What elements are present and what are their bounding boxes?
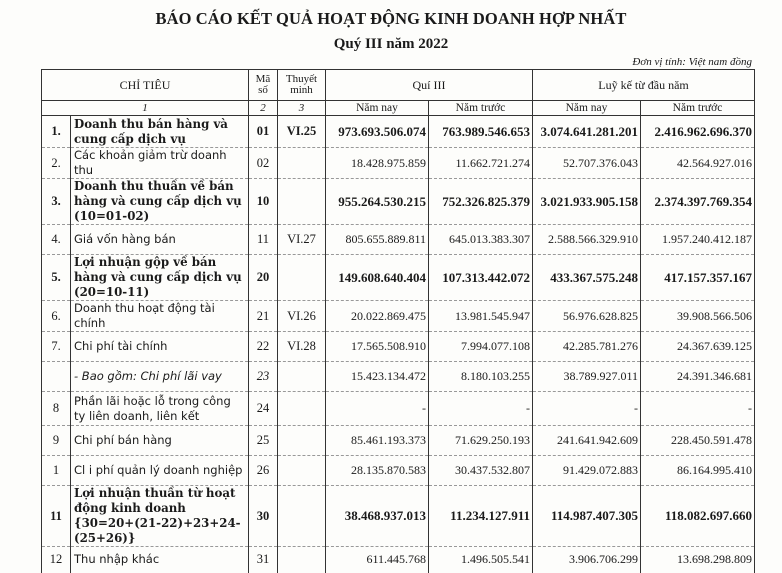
row-note <box>278 148 326 179</box>
value-q3-this-year: 17.565.508.910 <box>326 332 429 362</box>
table-row <box>42 547 755 573</box>
value-q3-last-year: 645.013.383.307 <box>429 225 533 255</box>
value-ytd-last-year: 86.164.995.410 <box>641 456 755 486</box>
value-q3-this-year: - <box>326 392 429 426</box>
col-header-ytd-this-year: Năm nay <box>533 101 641 116</box>
table-row <box>42 301 755 332</box>
value-q3-last-year: 763.989.546.653 <box>429 116 533 148</box>
value-q3-this-year: 955.264.530.215 <box>326 179 429 225</box>
col-header-code: Mã số <box>249 70 278 101</box>
value-ytd-this-year: 52.707.376.043 <box>533 148 641 179</box>
value-ytd-this-year: 241.641.942.609 <box>533 426 641 456</box>
value-ytd-last-year: 24.367.639.125 <box>641 332 755 362</box>
row-note <box>278 486 326 547</box>
value-ytd-last-year: 13.698.298.809 <box>641 547 755 573</box>
table-row <box>42 255 755 301</box>
value-q3-this-year: 611.445.768 <box>326 547 429 573</box>
row-note <box>278 255 326 301</box>
row-index: 3. <box>42 179 71 225</box>
value-q3-last-year: 1.496.505.541 <box>429 547 533 573</box>
value-ytd-last-year: 2.374.397.769.354 <box>641 179 755 225</box>
row-label: Các khoản giảm trừ doanh thu <box>71 148 249 179</box>
row-label: Doanh thu hoạt động tài chính <box>71 301 249 332</box>
value-ytd-this-year: 91.429.072.883 <box>533 456 641 486</box>
value-q3-this-year: 15.423.134.472 <box>326 362 429 392</box>
table-row <box>42 332 755 362</box>
value-q3-this-year: 149.608.640.404 <box>326 255 429 301</box>
row-label: Chi phí bán hàng <box>71 426 249 456</box>
table-row <box>42 179 755 225</box>
row-code: 11 <box>249 225 278 255</box>
row-label: Lợi nhuận thuần từ hoạt động kinh doanh {30=20+(21-22)+23+24-(25+26)} <box>71 486 249 547</box>
value-ytd-last-year: 417.157.357.167 <box>641 255 755 301</box>
row-code: 31 <box>249 547 278 573</box>
value-q3-last-year: 11.234.127.911 <box>429 486 533 547</box>
value-q3-last-year: 30.437.532.807 <box>429 456 533 486</box>
value-ytd-last-year: 1.957.240.412.187 <box>641 225 755 255</box>
value-q3-this-year: 18.428.975.859 <box>326 148 429 179</box>
table-row <box>42 148 755 179</box>
row-label: Phần lãi hoặc lỗ trong công ty liên doanh, liên kết <box>71 392 249 426</box>
row-code: 02 <box>249 148 278 179</box>
header-row-2 <box>42 101 755 116</box>
row-index: 8 <box>42 392 71 426</box>
row-note <box>278 362 326 392</box>
income-statement-table <box>41 69 755 573</box>
row-code: 10 <box>249 179 278 225</box>
col-header-ytd: Luỹ kế từ đầu năm <box>533 70 755 101</box>
row-code: 23 <box>249 362 278 392</box>
row-note <box>278 426 326 456</box>
value-ytd-this-year: 433.367.575.248 <box>533 255 641 301</box>
row-label: Cl i phí quản lý doanh nghiệp <box>71 456 249 486</box>
col-header-indicator: CHỈ TIÊU <box>42 70 249 101</box>
col-header-q3-last-year: Năm trước <box>429 101 533 116</box>
col-header-ytd-last-year: Năm trước <box>641 101 755 116</box>
row-code: 30 <box>249 486 278 547</box>
value-q3-last-year: 107.313.442.072 <box>429 255 533 301</box>
row-code: 22 <box>249 332 278 362</box>
value-ytd-last-year: 42.564.927.016 <box>641 148 755 179</box>
row-label: Lợi nhuận gộp về bán hàng và cung cấp dịch vụ (20=10-11) <box>71 255 249 301</box>
row-index: 9 <box>42 426 71 456</box>
row-code: 21 <box>249 301 278 332</box>
table-row <box>42 362 755 392</box>
value-ytd-this-year: 3.906.706.299 <box>533 547 641 573</box>
row-label: - Bao gồm: Chi phí lãi vay <box>71 362 249 392</box>
row-index: 4. <box>42 225 71 255</box>
value-q3-this-year: 20.022.869.475 <box>326 301 429 332</box>
table-row <box>42 486 755 547</box>
row-note: VI.28 <box>278 332 326 362</box>
value-q3-this-year: 85.461.193.373 <box>326 426 429 456</box>
row-index: 12 <box>42 547 71 573</box>
table-row <box>42 426 755 456</box>
value-q3-last-year: 7.994.077.108 <box>429 332 533 362</box>
row-note <box>278 392 326 426</box>
row-note <box>278 179 326 225</box>
value-q3-this-year: 973.693.506.074 <box>326 116 429 148</box>
row-note <box>278 456 326 486</box>
value-q3-last-year: - <box>429 392 533 426</box>
table-row <box>42 225 755 255</box>
row-index: 1. <box>42 116 71 148</box>
value-ytd-this-year: 42.285.781.276 <box>533 332 641 362</box>
value-ytd-this-year: - <box>533 392 641 426</box>
value-ytd-this-year: 2.588.566.329.910 <box>533 225 641 255</box>
value-ytd-last-year: - <box>641 392 755 426</box>
value-ytd-this-year: 3.021.933.905.158 <box>533 179 641 225</box>
col-header-q3-this-year: Năm nay <box>326 101 429 116</box>
value-ytd-last-year: 118.082.697.660 <box>641 486 755 547</box>
value-q3-this-year: 805.655.889.811 <box>326 225 429 255</box>
table-row <box>42 392 755 426</box>
row-label: Doanh thu thuần về bán hàng và cung cấp dịch vụ (10=01-02) <box>71 179 249 225</box>
value-q3-last-year: 71.629.250.193 <box>429 426 533 456</box>
row-index: 2. <box>42 148 71 179</box>
row-label: Giá vốn hàng bán <box>71 225 249 255</box>
col-header-q3: Quí III <box>326 70 533 101</box>
report-period: Quý III năm 2022 <box>333 36 449 52</box>
value-ytd-this-year: 56.976.628.825 <box>533 301 641 332</box>
value-ytd-last-year: 24.391.346.681 <box>641 362 755 392</box>
row-label: Doanh thu bán hàng và cung cấp dịch vụ <box>71 116 249 148</box>
row-index: 1 <box>42 456 71 486</box>
row-index: 5. <box>42 255 71 301</box>
row-index: 11 <box>42 486 71 547</box>
value-ytd-last-year: 228.450.591.478 <box>641 426 755 456</box>
row-note: VI.26 <box>278 301 326 332</box>
row-code: 01 <box>249 116 278 148</box>
value-ytd-this-year: 38.789.927.011 <box>533 362 641 392</box>
row-code: 20 <box>249 255 278 301</box>
value-ytd-this-year: 114.987.407.305 <box>533 486 641 547</box>
value-q3-last-year: 752.326.825.379 <box>429 179 533 225</box>
row-note: VI.25 <box>278 116 326 148</box>
row-note: VI.27 <box>278 225 326 255</box>
header-row-1 <box>42 70 755 101</box>
value-ytd-this-year: 3.074.641.281.201 <box>533 116 641 148</box>
value-q3-last-year: 13.981.545.947 <box>429 301 533 332</box>
row-index: 7. <box>42 332 71 362</box>
value-ytd-last-year: 39.908.566.506 <box>641 301 755 332</box>
row-code: 26 <box>249 456 278 486</box>
col-number-2: 2 <box>249 101 278 116</box>
row-code: 25 <box>249 426 278 456</box>
value-q3-last-year: 11.662.721.274 <box>429 148 533 179</box>
row-index: 6. <box>42 301 71 332</box>
row-code: 24 <box>249 392 278 426</box>
value-ytd-last-year: 2.416.962.696.370 <box>641 116 755 148</box>
value-q3-this-year: 28.135.870.583 <box>326 456 429 486</box>
report-title: BÁO CÁO KẾT QUẢ HOẠT ĐỘNG KINH DOANH HỢP NHẤT <box>155 9 627 28</box>
table-row <box>42 116 755 148</box>
value-q3-this-year: 38.468.937.013 <box>326 486 429 547</box>
row-label: Thu nhập khác <box>71 547 249 573</box>
table-row <box>42 456 755 486</box>
col-number-1: 1 <box>42 101 249 116</box>
row-note <box>278 547 326 573</box>
currency-unit: Đơn vị tính: Việt nam đồng <box>632 56 752 68</box>
row-index <box>42 362 71 392</box>
col-number-3: 3 <box>278 101 326 116</box>
value-q3-last-year: 8.180.103.255 <box>429 362 533 392</box>
col-header-note: Thuyết minh <box>278 70 326 101</box>
row-label: Chi phí tài chính <box>71 332 249 362</box>
